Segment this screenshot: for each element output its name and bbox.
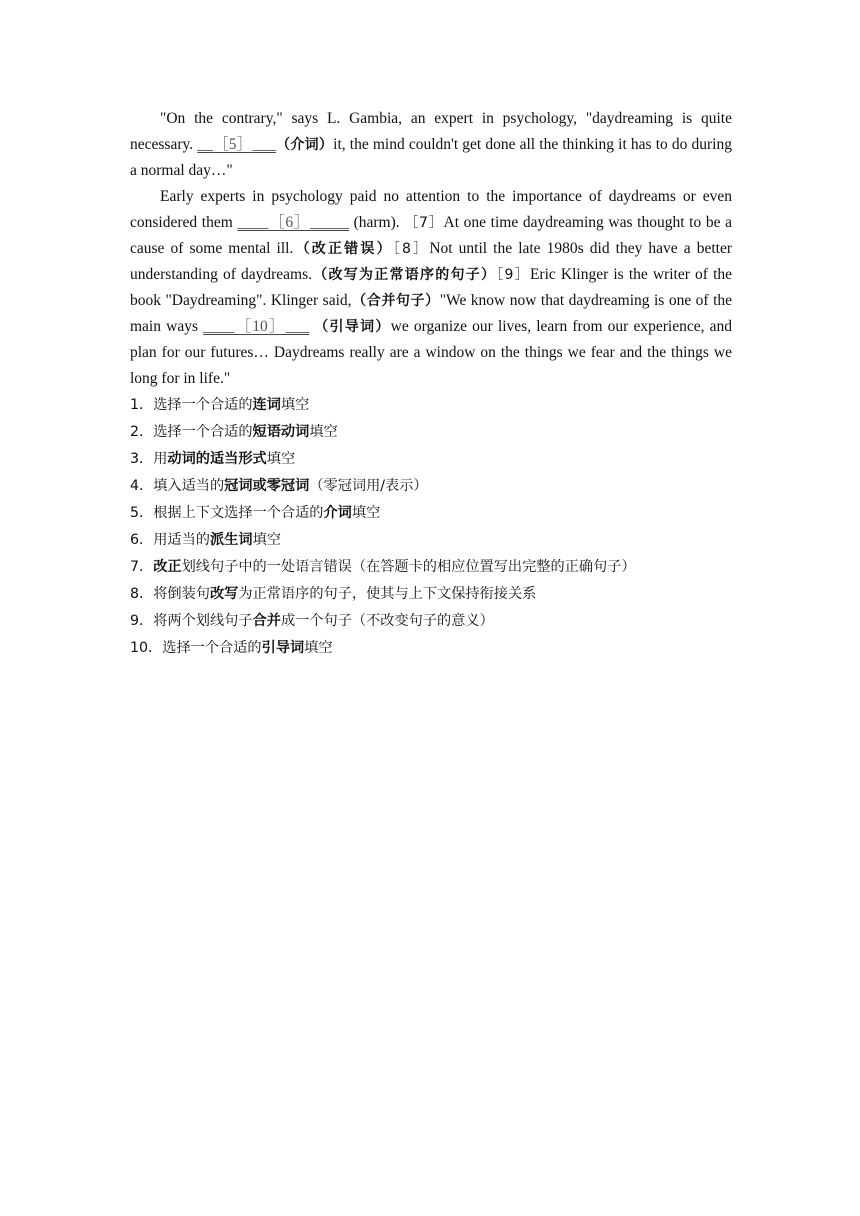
task-item: 3．用动词的适当形式填空 bbox=[130, 451, 296, 467]
hint-9: （合并句子） bbox=[351, 293, 440, 309]
paragraph-2-text-2: (harm). bbox=[348, 214, 405, 231]
hint-8: （改写为正常语序的句子） bbox=[312, 267, 497, 283]
marker-7: ［7］ bbox=[404, 215, 444, 231]
blank-6[interactable]: ____［6］_____ bbox=[237, 214, 349, 231]
task-item: 5．根据上下文选择一个合适的介词填空 bbox=[130, 505, 381, 521]
hint-7: （改正错误） bbox=[293, 241, 393, 257]
marker-8: ［8］ bbox=[392, 241, 430, 257]
task-item: 7．改正划线句子中的一处语言错误（在答题卡的相应位置写出完整的正确句子） bbox=[130, 559, 636, 575]
sentence-7: At one time daydreaming was thought to be a cause of some mental ill. bbox=[130, 214, 732, 257]
task-item: 2．选择一个合适的短语动词填空 bbox=[130, 424, 338, 440]
task-item: 10．选择一个合适的引导词填空 bbox=[130, 640, 333, 656]
blank-5[interactable]: __［5］___ bbox=[197, 136, 276, 153]
hint-10: （引导词） bbox=[314, 319, 391, 335]
hint-5: （介词） bbox=[275, 137, 334, 153]
document-page bbox=[130, 106, 732, 662]
task-item: 8．将倒装句改写为正常语序的句子，使其与上下文保持衔接关系 bbox=[130, 586, 537, 602]
paragraph-2 bbox=[130, 184, 732, 392]
blank-10[interactable]: ____［10］___ bbox=[203, 318, 310, 335]
sentence-9: Eric Klinger is the writer of the book "Daydreaming". Klinger said, bbox=[130, 266, 733, 309]
task-item: 4．填入适当的冠词或零冠词（零冠词用/表示） bbox=[130, 478, 428, 494]
task-list bbox=[130, 392, 732, 662]
task-item: 1．选择一个合适的连词填空 bbox=[130, 397, 310, 413]
task-item: 6．用适当的派生词填空 bbox=[130, 532, 281, 548]
paragraph-1 bbox=[130, 106, 732, 184]
paragraph-2-text-6: "We know now that daydreaming is one of the main ways bbox=[130, 292, 733, 335]
paragraph-2-text-7: we organize our lives, learn from our experience, and plan for our futures… Daydreams really are a window on the things we fear and the things we long for in life." bbox=[130, 318, 733, 387]
sentence-8: Not until the late 1980s did they have a better understanding of daydreams. bbox=[130, 240, 732, 283]
marker-9: ［9］ bbox=[496, 267, 530, 283]
paragraph-1-text-2: it, the mind couldn't get done all the thinking it has to do during a normal day…" bbox=[130, 136, 732, 179]
task-item: 9．将两个划线句子合并成一个句子（不改变句子的意义） bbox=[130, 613, 494, 629]
paragraph-1-text-1: "On the contrary," says L. Gambia, an expert in psychology, "daydreaming is quite necessary. bbox=[130, 110, 732, 153]
paragraph-2-text-1: Early experts in psychology paid no attention to the importance of daydreams or even considered them bbox=[130, 188, 732, 231]
